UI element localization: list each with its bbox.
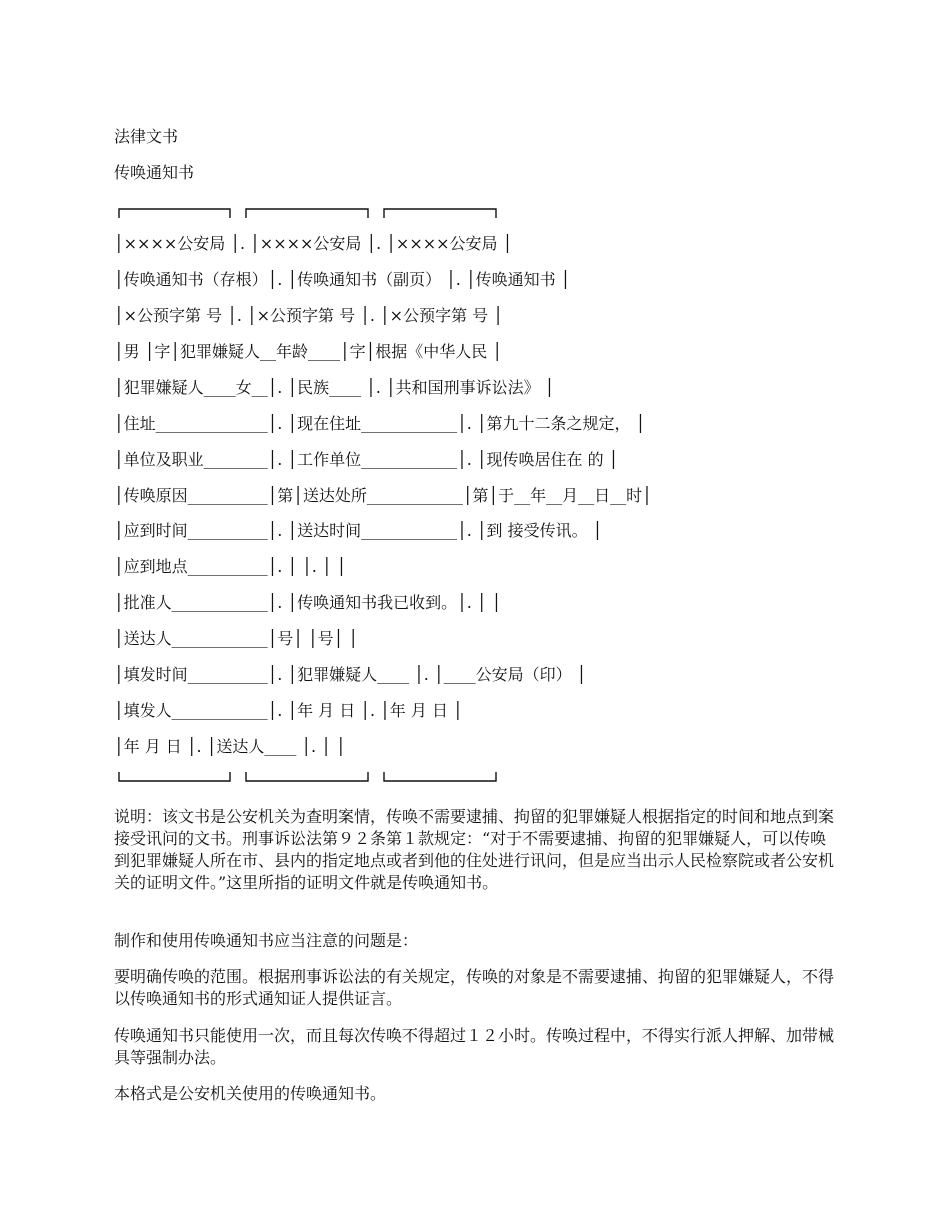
form-row: │犯罪嫌疑人____女__│. │民族____ │. │共和国刑事诉讼法》 │	[114, 378, 555, 397]
document-title: 法律文书	[114, 127, 179, 146]
form-row: │应到时间__________│. │送达时间____________│. │到 接受传讯。 │	[114, 521, 603, 540]
form-row: │单位及职业________│. │工作单位____________│. │现传唤居住在 的 │	[114, 450, 619, 469]
document-subtitle: 传唤通知书	[114, 163, 195, 182]
form-row: │男 │字│犯罪嫌疑人__年龄____│字│根据《中华人民 │	[114, 342, 502, 361]
form-row: │填发人____________│. │年 月 日 │. │年 月 日 │	[114, 701, 463, 720]
form-row: │×公预字第 号 │. │×公预字第 号 │. │×公预字第 号 │	[114, 306, 503, 325]
explanation-paragraph: 传唤通知书只能使用一次，而且每次传唤不得超过１２小时。传唤过程中，不得实行派人押解、加带械具等强制办法。	[114, 1026, 835, 1067]
explanation-paragraph: 本格式是公安机关使用的传唤通知书。	[114, 1084, 387, 1103]
form-row: │送达人____________│号│ │号│ │	[114, 629, 358, 648]
explanation-paragraph: 制作和使用传唤通知书应当注意的问题是：	[114, 931, 419, 950]
form-row: │传唤原因__________│第│送达处所____________│第│于__年__月__日__时│	[114, 486, 652, 505]
form-row: │填发时间__________│. │犯罪嫌疑人____ │. │____公安局（印） │	[114, 665, 587, 684]
form-row: │住址______________│. │现在住址____________│. │第九十二条之规定， │	[114, 414, 646, 433]
form-row: │××××公安局 │. │××××公安局 │. │××××公安局 │	[114, 234, 513, 253]
form-row: │传唤通知书（存根）│. │传唤通知书（副页） │. │传唤通知书 │	[114, 270, 571, 289]
form-row: │应到地点__________│. │ │. │ │	[114, 557, 347, 576]
form-row: │批准人____________│. │传唤通知书我已收到。│. │ │	[114, 593, 502, 612]
form-row: │年 月 日 │. │送达人____ │. │ │	[114, 737, 346, 756]
explanation-paragraph: 说明：该文书是公安机关为查明案情，传唤不需要逮捕、拘留的犯罪嫌疑人根据指定的时间和地点到案接受讯问的文书。刑事诉讼法第９２条第１款规定：“对于不需要逮捕、拘留的犯罪嫌疑人，可以传唤到犯罪嫌疑人所在市、县内的指定地点或者到他的住处进行讯问，但是应当出示人民检察院或者公安机关的证明文件。”这里所指的证明文件就是传唤通知书。	[114, 807, 835, 892]
explanation-paragraph: 要明确传唤的范围。根据刑事诉讼法的有关规定，传唤的对象是不需要逮捕、拘留的犯罪嫌疑人，不得以传唤通知书的形式通知证人提供证言。	[114, 967, 835, 1008]
